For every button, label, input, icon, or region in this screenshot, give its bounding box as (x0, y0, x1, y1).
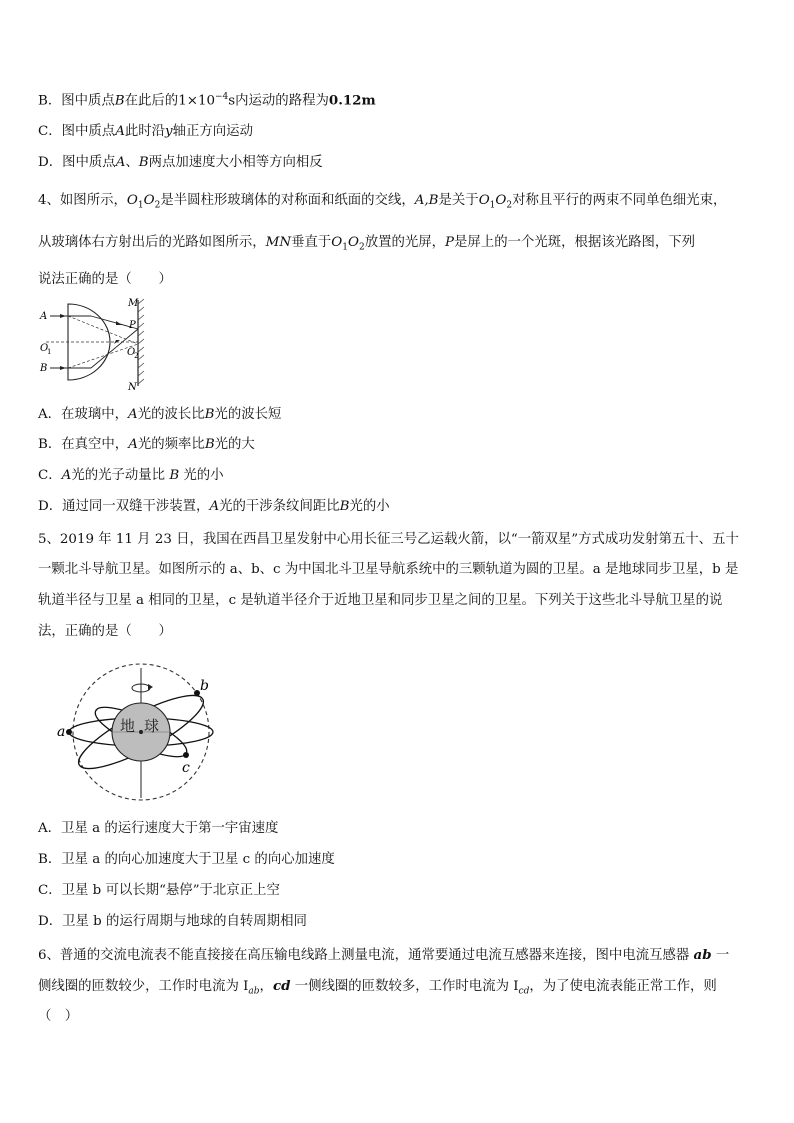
q4-fig-label-o1-sub: 1 (47, 348, 52, 356)
q3-option-c: C．图中质点A此时沿y轴正方向运动 (38, 124, 253, 139)
q5-fig-earth-char2: 球 (144, 717, 160, 735)
q5-stem-line2: 一颗北斗导航卫星。如图所示的 a、b、c 为中国北斗卫星导航系统中的三颗轨道为圆的卫星。a 是地球同步卫星，b 是 (38, 562, 739, 577)
q6-stem-line3: （ ） (38, 1009, 79, 1024)
q4-stem-line2: 从玻璃体右方射出后的光路如图所示，MN垂直于$O_1O_2$放置的光屏，P是屏上的一个光斑，根据该光路图，下列 (38, 235, 696, 253)
q4-stem-line1: 4、如图所示，$O_1O_2$是半圆柱形玻璃体的对称面和纸面的交线，A,B是关于$O_1O_2$对称且平行的两束不同单色细光束， (38, 193, 727, 211)
q4-option-d: D．通过同一双缝干涉装置，A光的干涉条纹间距比B光的小 (38, 499, 390, 514)
q5-option-b: B．卫星 a 的向心加速度大于卫星 c 的向心加速度 (38, 852, 335, 867)
q6-stem-line1: 6、普通的交流电流表不能直接接在高压输电线路上测量电流，通常要通过电流互感器来连接，图中电流互感器 ab 一 (38, 947, 730, 963)
q5-fig-earth-char1: 地 (120, 717, 136, 735)
q4-option-b: B．在真空中，A光的频率比B光的大 (38, 437, 255, 452)
q4-fig-label-o1: O (40, 343, 49, 354)
q5-stem-line1: 5、2019 年 11 月 23 日，我国在西昌卫星发射中心用长征三号乙运载火箭，以“一箭双星”方式成功发射第五十、五十 (38, 532, 739, 547)
q4-option-a: A．在玻璃中，A光的波长比B光的波长短 (38, 407, 282, 422)
q4-fig-label-p: P (129, 320, 136, 331)
q4-fig-label-m: M (128, 298, 139, 309)
q5-satellite-orbit-figure (54, 660, 216, 806)
q4-light-path-figure (36, 294, 156, 394)
q4-fig-label-b: B (40, 363, 48, 374)
q3-option-d: D．图中质点A、B两点加速度大小相等方向相反 (38, 155, 323, 170)
q4-fig-label-n: N (128, 382, 137, 393)
q5-fig-label-b: b (200, 678, 209, 694)
q4-stem-line3: 说法正确的是（ ） (38, 272, 172, 287)
q5-option-a: A．卫星 a 的运行速度大于第一宇宙速度 (38, 821, 279, 836)
q5-option-c: C．卫星 b 可以长期“悬停”于北京正上空 (38, 883, 280, 898)
q5-fig-label-c: c (182, 760, 190, 776)
q4-option-c: C．A光的光子动量比 B 光的小 (38, 468, 224, 483)
q5-fig-label-a: a (57, 724, 66, 740)
q4-fig-label-a: A (40, 311, 48, 322)
q4-fig-label-o2-sub: 2 (134, 352, 139, 360)
q5-stem-line4: 法，正确的是（ ） (38, 624, 172, 639)
q5-option-d: D．卫星 b 的运行周期与地球的自转周期相同 (38, 914, 307, 929)
q5-stem-line3: 轨道半径与卫星 a 相同的卫星，c 是轨道半径介于近地卫星和同步卫星之间的卫星。下列关于这些北斗导航卫星的说 (38, 593, 723, 608)
q4-fig-label-o2: O (127, 347, 136, 358)
q6-stem-line2: 侧线圈的匝数较少，工作时电流为 $I_{ab}$，cd 一侧线圈的匝数较多，工作时电流为 $I_{cd}$，为了使电流表能正常工作，则 (38, 978, 717, 997)
q3-option-b: B．图中质点B在此后的$1\times 10^{-4}s$内运动的路程为0.12m (38, 92, 376, 109)
